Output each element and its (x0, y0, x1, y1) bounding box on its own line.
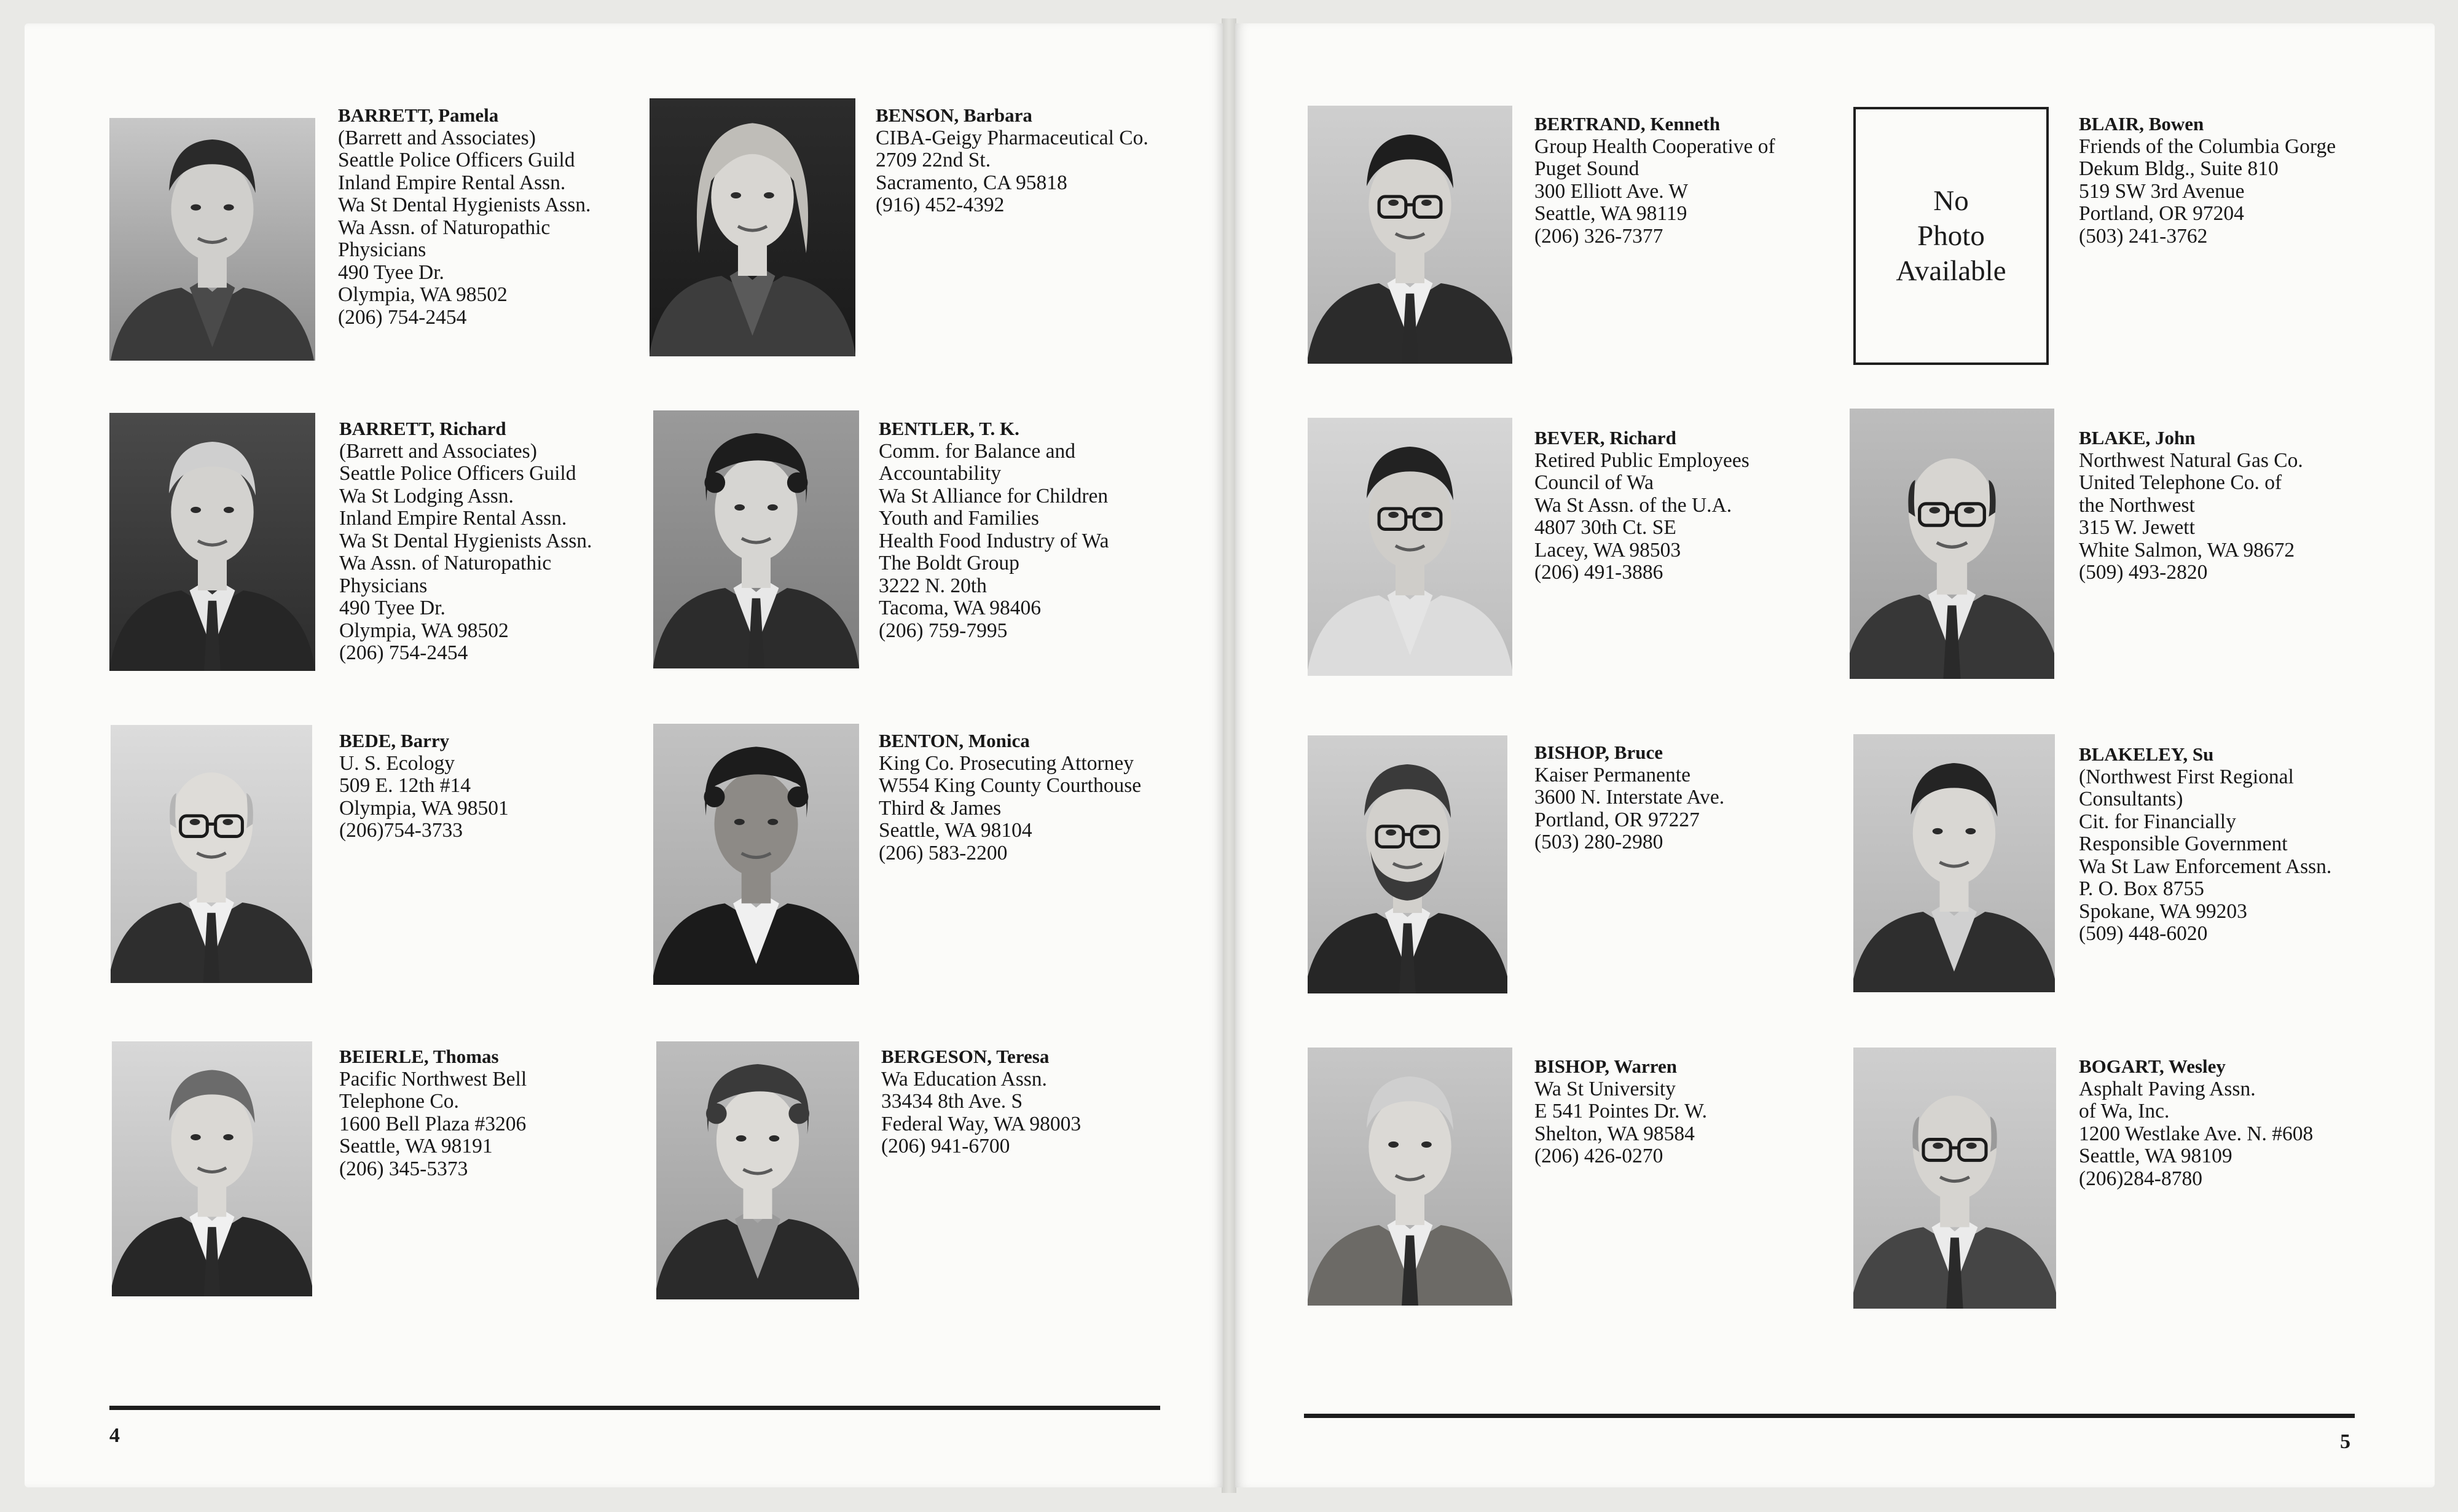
contact-info (879, 418, 1109, 642)
person-name: BEVER, Richard (1534, 427, 1676, 449)
contact-line: Wa St Law Enforcement Assn. (2079, 855, 2332, 878)
contact-line: Sacramento, CA 95818 (876, 171, 1067, 194)
person-name: BENTLER, T. K. (879, 418, 1019, 439)
contact-line: (206) 754-2454 (339, 641, 468, 664)
contact-line: (Barrett and Associates) (338, 126, 536, 149)
contact-line: Health Food Industry of Wa (879, 529, 1109, 552)
contact-line: (206) 426-0270 (1534, 1145, 1663, 1167)
contact-line: (206) 326-7377 (1534, 224, 1663, 248)
portrait-photo (1308, 735, 1507, 993)
contact-line: Pacific Northwest Bell (339, 1067, 527, 1091)
portrait-photo (111, 725, 312, 983)
contact-line: Olympia, WA 98502 (338, 283, 508, 306)
person-name: BLAKELEY, Su (2079, 743, 2214, 765)
person-name: BOGART, Wesley (2079, 1056, 2226, 1077)
book-gutter (1222, 18, 1236, 1493)
right-page-footer-rule (1304, 1414, 2355, 1418)
contact-line: Kaiser Permanente (1534, 763, 1690, 786)
contact-line: Asphalt Paving Assn. (2079, 1077, 2256, 1100)
contact-line: (503) 241-3762 (2079, 224, 2208, 248)
contact-line: (206)754-3733 (339, 819, 463, 842)
contact-info (881, 1046, 1081, 1158)
contact-line: CIBA-Geigy Pharmaceutical Co. (876, 126, 1149, 149)
contact-line: 4807 30th Ct. SE (1534, 516, 1676, 539)
contact-line: Accountability (879, 462, 1002, 485)
person-name: BERTRAND, Kenneth (1534, 113, 1721, 135)
contact-line: (503) 280-2980 (1534, 831, 1663, 853)
left-page-footer-rule (109, 1406, 1160, 1410)
portrait-photo (112, 1041, 312, 1296)
person-name: BENSON, Barbara (876, 104, 1032, 126)
contact-line: Dekum Bldg., Suite 810 (2079, 157, 2279, 180)
contact-line: Olympia, WA 98501 (339, 796, 509, 820)
contact-info (1534, 1056, 1707, 1168)
person-name: BISHOP, Warren (1534, 1056, 1677, 1077)
portrait-photo (109, 413, 315, 671)
portrait-photo (1308, 106, 1512, 364)
contact-line: Inland Empire Rental Assn. (338, 171, 566, 194)
contact-line: Northwest Natural Gas Co. (2079, 449, 2303, 472)
contact-line: Wa St Alliance for Children (879, 484, 1109, 507)
contact-line: The Boldt Group (879, 552, 1019, 574)
contact-line: Olympia, WA 98502 (339, 619, 509, 642)
person-name: BISHOP, Bruce (1534, 742, 1663, 763)
contact-line: Youth and Families (879, 507, 1039, 530)
contact-info (339, 1046, 527, 1180)
contact-line: (206) 754-2454 (338, 305, 467, 329)
contact-info (876, 104, 1149, 217)
contact-line: 315 W. Jewett (2079, 516, 2195, 539)
contact-line: Seattle, WA 98104 (879, 819, 1032, 842)
portrait-photo (1850, 409, 2054, 679)
contact-line: 509 E. 12th #14 (339, 774, 471, 797)
person-name: BENTON, Monica (879, 730, 1030, 751)
contact-line: (Northwest First Regional (2079, 765, 2294, 788)
contact-line: Federal Way, WA 98003 (881, 1112, 1082, 1135)
contact-line: (509) 493-2820 (2079, 561, 2208, 584)
contact-info (339, 418, 592, 665)
contact-line: Wa Education Assn. (881, 1067, 1047, 1091)
no-photo-text: Available (1896, 254, 2006, 287)
contact-line: Wa St Assn. of the U.A. (1534, 493, 1732, 517)
contact-line: Seattle Police Officers Guild (339, 462, 576, 485)
contact-line: 300 Elliott Ave. W (1534, 179, 1688, 203)
contact-line: Tacoma, WA 98406 (879, 597, 1042, 619)
contact-info (2079, 427, 2303, 584)
portrait-photo (653, 410, 859, 668)
contact-line: E 541 Pointes Dr. W. (1534, 1100, 1708, 1122)
contact-line: U. S. Ecology (339, 751, 455, 775)
portrait-photo (653, 724, 859, 985)
contact-line: Telephone Co. (339, 1090, 459, 1113)
contact-line: (206) 345-5373 (339, 1157, 468, 1180)
portrait-photo (109, 118, 315, 361)
contact-line: Wa St Lodging Assn. (339, 484, 514, 507)
contact-line: 490 Tyee Dr. (338, 260, 444, 284)
contact-line: Consultants) (2079, 788, 2183, 810)
contact-line: 3600 N. Interstate Ave. (1534, 786, 1725, 809)
contact-line: Wa Assn. of Naturopathic (339, 552, 552, 574)
contact-line: Retired Public Employees (1534, 449, 1749, 472)
contact-line: Seattle, WA 98119 (1534, 202, 1687, 225)
contact-line: Council of Wa (1534, 471, 1654, 494)
contact-line: (916) 452-4392 (876, 194, 1005, 216)
contact-info (2079, 1056, 2313, 1190)
person-name: BARRETT, Richard (339, 418, 506, 439)
contact-line: P. O. Box 8755 (2079, 877, 2204, 900)
contact-line: Seattle, WA 98191 (339, 1135, 493, 1158)
contact-line: Wa St University (1534, 1077, 1676, 1100)
no-photo-text: No (1933, 184, 1969, 217)
contact-info (339, 730, 509, 842)
portrait-photo (650, 98, 855, 356)
contact-line: Wa St Dental Hygienists Assn. (339, 529, 592, 552)
contact-info (2079, 113, 2336, 248)
contact-line: Seattle Police Officers Guild (338, 149, 575, 171)
contact-line: White Salmon, WA 98672 (2079, 538, 2295, 562)
contact-line: 1600 Bell Plaza #3206 (339, 1112, 527, 1135)
person-name: BARRETT, Pamela (338, 104, 499, 126)
contact-line: Lacey, WA 98503 (1534, 538, 1681, 562)
contact-line: (Barrett and Associates) (339, 439, 537, 463)
contact-line: (206)284-8780 (2079, 1167, 2202, 1190)
contact-line: King Co. Prosecuting Attorney (879, 751, 1134, 775)
contact-line: Cit. for Financially (2079, 810, 2236, 833)
contact-line: Portland, OR 97227 (1534, 808, 1700, 831)
page-number-right: 5 (2340, 1430, 2350, 1453)
contact-info (1534, 427, 1749, 584)
contact-line: Wa St Dental Hygienists Assn. (338, 194, 591, 216)
contact-info (879, 730, 1141, 864)
contact-line: 490 Tyee Dr. (339, 597, 446, 619)
person-name: BLAKE, John (2079, 427, 2196, 449)
contact-line: the Northwest (2079, 493, 2195, 517)
contact-line: Group Health Cooperative of (1534, 135, 1775, 158)
no-photo-text: Photo (1917, 219, 1985, 252)
portrait-photo (1308, 418, 1512, 676)
contact-line: 3222 N. 20th (879, 574, 987, 597)
contact-line: Responsible Government (2079, 832, 2288, 855)
contact-line: 519 SW 3rd Avenue (2079, 179, 2245, 203)
contact-info (338, 104, 591, 329)
no-photo-box (1853, 107, 2049, 365)
person-name: BERGESON, Teresa (881, 1046, 1050, 1067)
contact-line: 33434 8th Ave. S (881, 1090, 1023, 1113)
contact-info (1534, 113, 1775, 248)
contact-line: (206) 491-3886 (1534, 561, 1663, 584)
contact-line: (206) 941-6700 (881, 1135, 1010, 1158)
contact-info (2079, 743, 2331, 946)
page-number-left: 4 (109, 1424, 120, 1447)
portrait-photo (1853, 734, 2055, 992)
portrait-photo (1308, 1048, 1512, 1306)
contact-line: (206) 759-7995 (879, 619, 1008, 642)
contact-line: Physicians (338, 238, 426, 261)
contact-line: Comm. for Balance and (879, 439, 1076, 463)
contact-line: Spokane, WA 99203 (2079, 899, 2247, 923)
contact-line: (509) 448-6020 (2079, 922, 2208, 945)
contact-info (1534, 742, 1724, 854)
contact-line: 1200 Westlake Ave. N. #608 (2079, 1122, 2314, 1145)
contact-line: Third & James (879, 796, 1002, 820)
contact-line: of Wa, Inc. (2079, 1100, 2170, 1122)
contact-line: 2709 22nd St. (876, 149, 991, 171)
contact-line: Seattle, WA 98109 (2079, 1145, 2232, 1167)
contact-line: Portland, OR 97204 (2079, 202, 2244, 225)
person-name: BLAIR, Bowen (2079, 113, 2204, 135)
portrait-photo (1853, 1048, 2056, 1309)
portrait-photo (656, 1041, 859, 1299)
contact-line: W554 King County Courthouse (879, 774, 1142, 797)
contact-line: Physicians (339, 574, 428, 597)
contact-line: Wa Assn. of Naturopathic (338, 216, 551, 239)
contact-line: Shelton, WA 98584 (1534, 1122, 1695, 1145)
contact-line: Friends of the Columbia Gorge (2079, 135, 2336, 158)
person-name: BEIERLE, Thomas (339, 1046, 499, 1067)
person-name: BEDE, Barry (339, 730, 450, 751)
contact-line: Inland Empire Rental Assn. (339, 507, 567, 530)
contact-line: United Telephone Co. of (2079, 471, 2282, 494)
contact-line: (206) 583-2200 (879, 841, 1008, 864)
contact-line: Puget Sound (1534, 157, 1639, 180)
